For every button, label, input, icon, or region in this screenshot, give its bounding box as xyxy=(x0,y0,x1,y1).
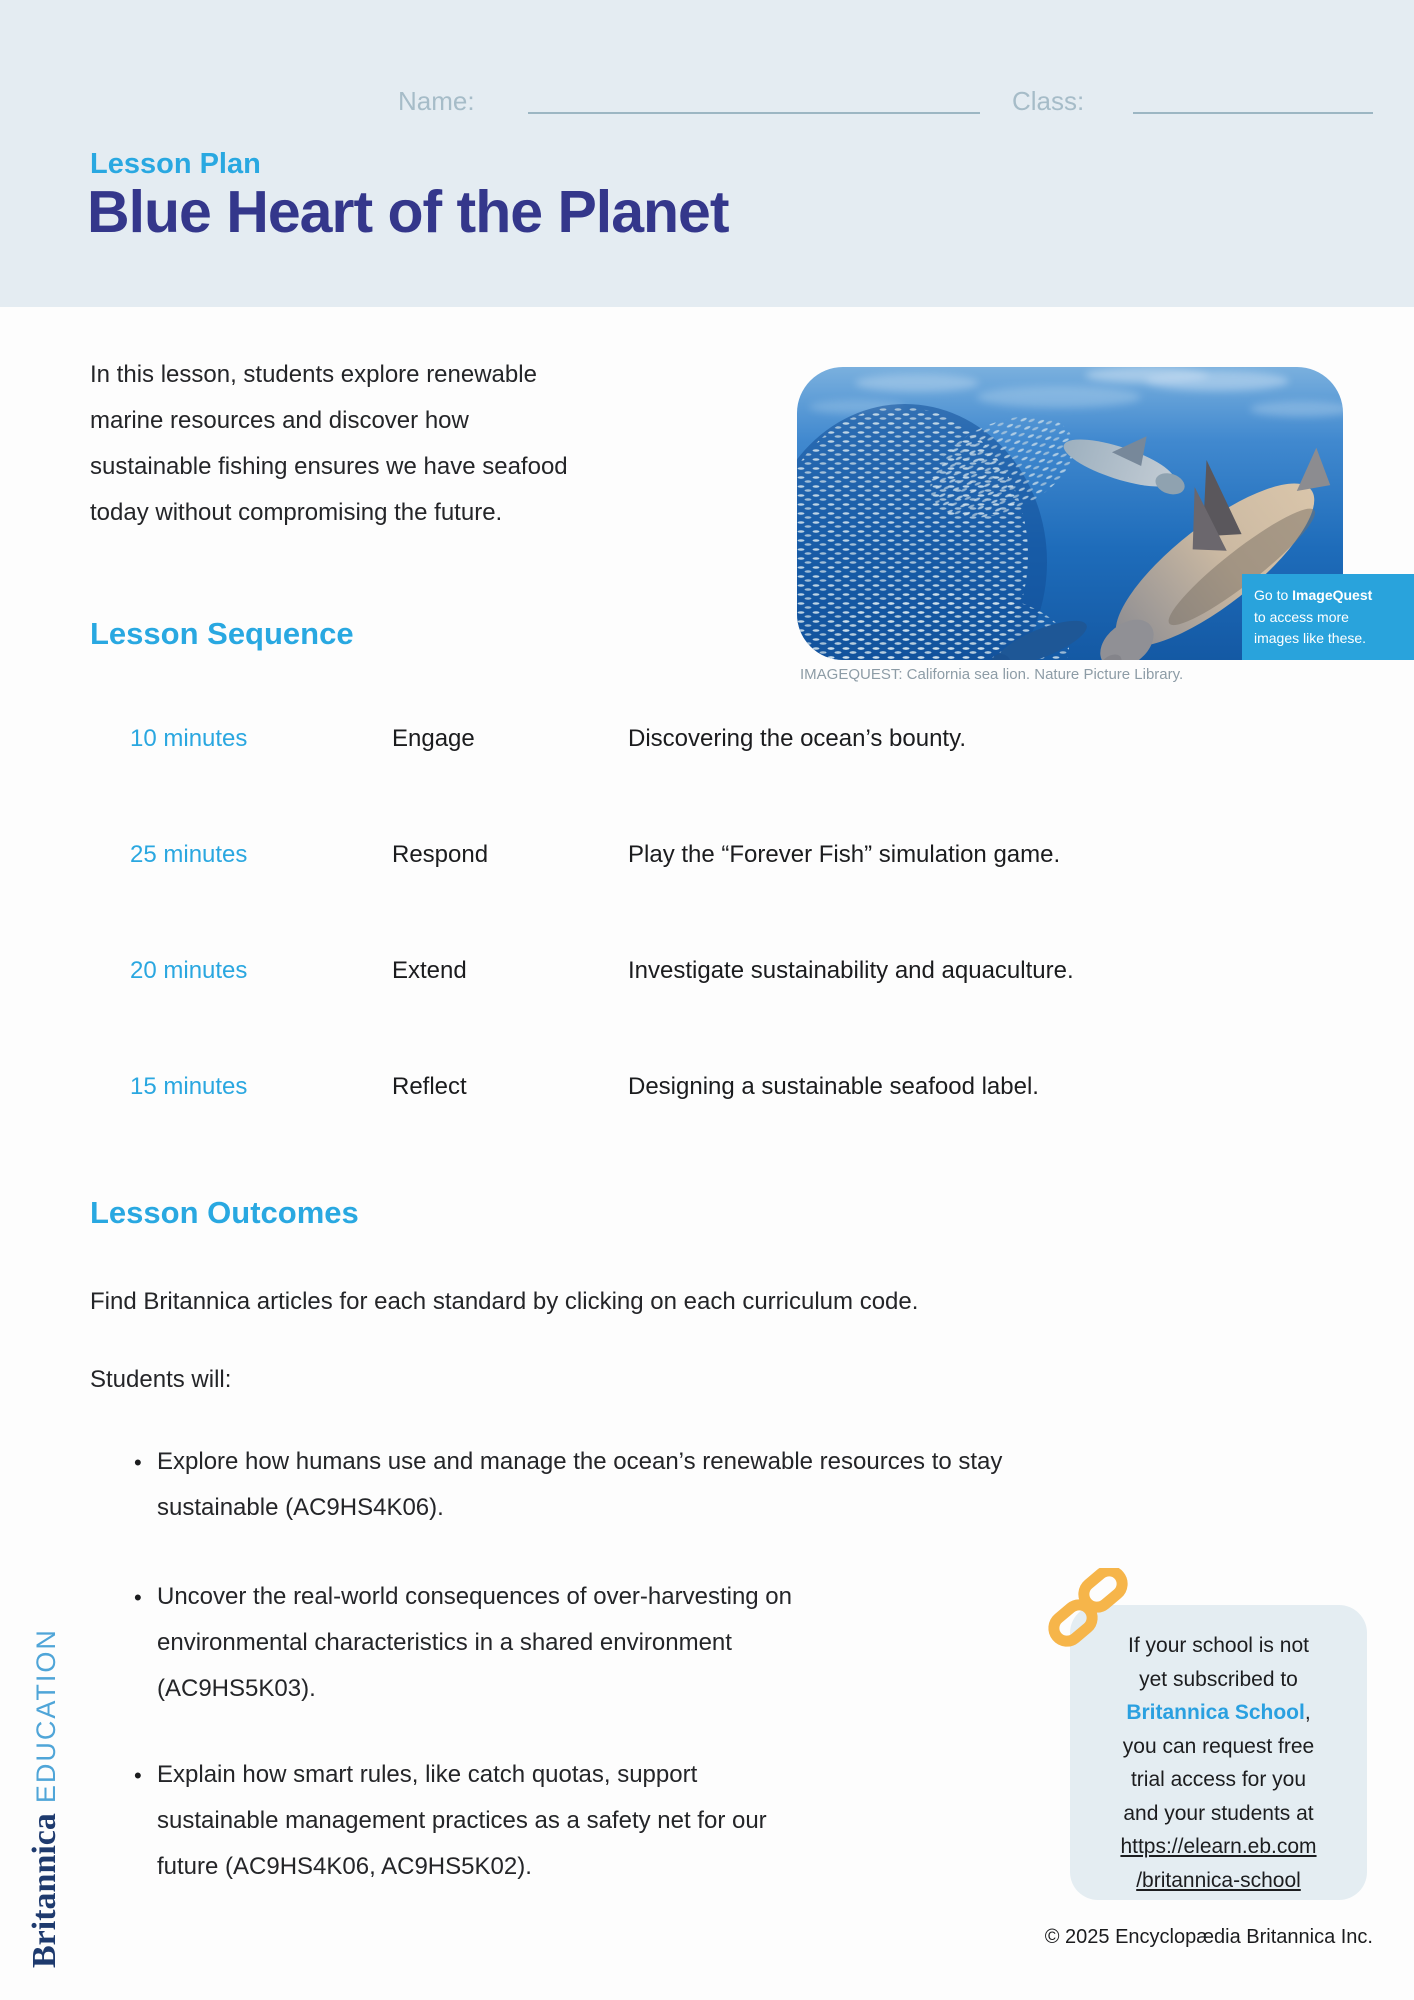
imagequest-prefix: Go to xyxy=(1254,587,1293,603)
intro-line: In this lesson, students explore renewable xyxy=(90,361,537,388)
imagequest-link-box[interactable] xyxy=(1242,574,1414,660)
chain-link-icon xyxy=(1046,1568,1128,1654)
intro-paragraph xyxy=(90,352,568,536)
copyright-text: © 2025 Encyclopædia Britannica Inc. xyxy=(1044,1926,1373,1948)
bullet-line: (AC9HS5K03). xyxy=(157,1675,316,1702)
sequence-row-phase: Reflect xyxy=(392,1073,467,1100)
bullet-line: Explore how humans use and manage the ocean’s renewable resources to stay xyxy=(157,1448,1003,1475)
sequence-row-time: 15 minutes xyxy=(130,1073,248,1100)
sequence-row-phase: Respond xyxy=(392,841,489,868)
find-articles-text: Find Britannica articles for each standard by clicking on each curriculum code. xyxy=(90,1288,919,1315)
brand-education: EDUCATION xyxy=(31,1628,61,1804)
sequence-row-description: Play the “Forever Fish” simulation game. xyxy=(628,841,1061,868)
callout-brand-line xyxy=(1070,1696,1367,1730)
bullet-line: sustainable (AC9HS4K06). xyxy=(157,1494,444,1521)
bullet-line: sustainable management practices as a safety net for our xyxy=(157,1807,767,1834)
trial-url-line-1[interactable]: https://elearn.eb.com xyxy=(1120,1835,1317,1858)
sequence-row-phase: Engage xyxy=(392,725,475,752)
page-title: Blue Heart of the Planet xyxy=(87,179,729,245)
sequence-row-time: 20 minutes xyxy=(130,957,248,984)
students-will-text: Students will: xyxy=(90,1366,232,1393)
outcome-bullet-2 xyxy=(157,1574,792,1712)
bullet-dot: • xyxy=(134,1450,142,1475)
class-blank-line xyxy=(1133,112,1373,114)
outcome-bullet-3 xyxy=(157,1752,767,1890)
imagequest-line-3: images like these. xyxy=(1254,630,1367,646)
lesson-sequence-heading: Lesson Sequence xyxy=(90,616,354,651)
bullet-line: future (AC9HS4K06, AC9HS5K02). xyxy=(157,1853,532,1880)
bullet-dot: • xyxy=(134,1585,142,1610)
bullet-line: Explain how smart rules, like catch quotas, support xyxy=(157,1761,698,1788)
callout-line: yet subscribed to xyxy=(1139,1667,1298,1691)
britannica-education-logo xyxy=(26,1628,64,1968)
sequence-row-description: Designing a sustainable seafood label. xyxy=(628,1073,1039,1100)
callout-brand-suffix: , xyxy=(1304,1701,1311,1724)
photo-caption: IMAGEQUEST: California sea lion. Nature Picture Library. xyxy=(800,666,1184,683)
imagequest-bold: ImageQuest xyxy=(1292,587,1373,603)
name-label: Name: xyxy=(398,86,475,116)
callout-line: you can request free xyxy=(1122,1734,1315,1758)
intro-line: today without compromising the future. xyxy=(90,499,503,526)
trial-url-line-2[interactable]: /britannica-school xyxy=(1136,1868,1301,1892)
callout-line: trial access for you xyxy=(1130,1768,1307,1791)
sequence-row-time: 10 minutes xyxy=(130,725,248,752)
brand-britannica: Britannica xyxy=(26,1813,63,1968)
sequence-row-phase: Extend xyxy=(392,957,467,984)
imagequest-line-1 xyxy=(1254,585,1414,607)
lesson-outcomes-heading: Lesson Outcomes xyxy=(90,1195,359,1230)
kicker-lesson-plan: Lesson Plan xyxy=(90,148,261,180)
sequence-row-description: Discovering the ocean’s bounty. xyxy=(628,725,966,752)
bullet-line: environmental characteristics in a shared environment xyxy=(157,1629,732,1656)
bullet-dot: • xyxy=(134,1763,142,1788)
bullet-line: Uncover the real-world consequences of over-harvesting on xyxy=(157,1583,793,1610)
imagequest-line-2: to access more xyxy=(1254,608,1349,625)
sequence-row-time: 25 minutes xyxy=(130,841,248,868)
callout-line: If your school is not xyxy=(1128,1634,1309,1657)
britannica-school-link[interactable]: Britannica School xyxy=(1126,1701,1305,1724)
outcome-bullet-1 xyxy=(157,1439,1002,1531)
callout-line: and your students at xyxy=(1123,1801,1314,1825)
intro-line: marine resources and discover how xyxy=(90,407,469,434)
intro-line: sustainable fishing ensures we have seafood xyxy=(90,453,568,480)
class-label: Class: xyxy=(1012,86,1085,116)
name-blank-line xyxy=(528,112,980,114)
sequence-row-description: Investigate sustainability and aquaculture. xyxy=(628,957,1074,984)
